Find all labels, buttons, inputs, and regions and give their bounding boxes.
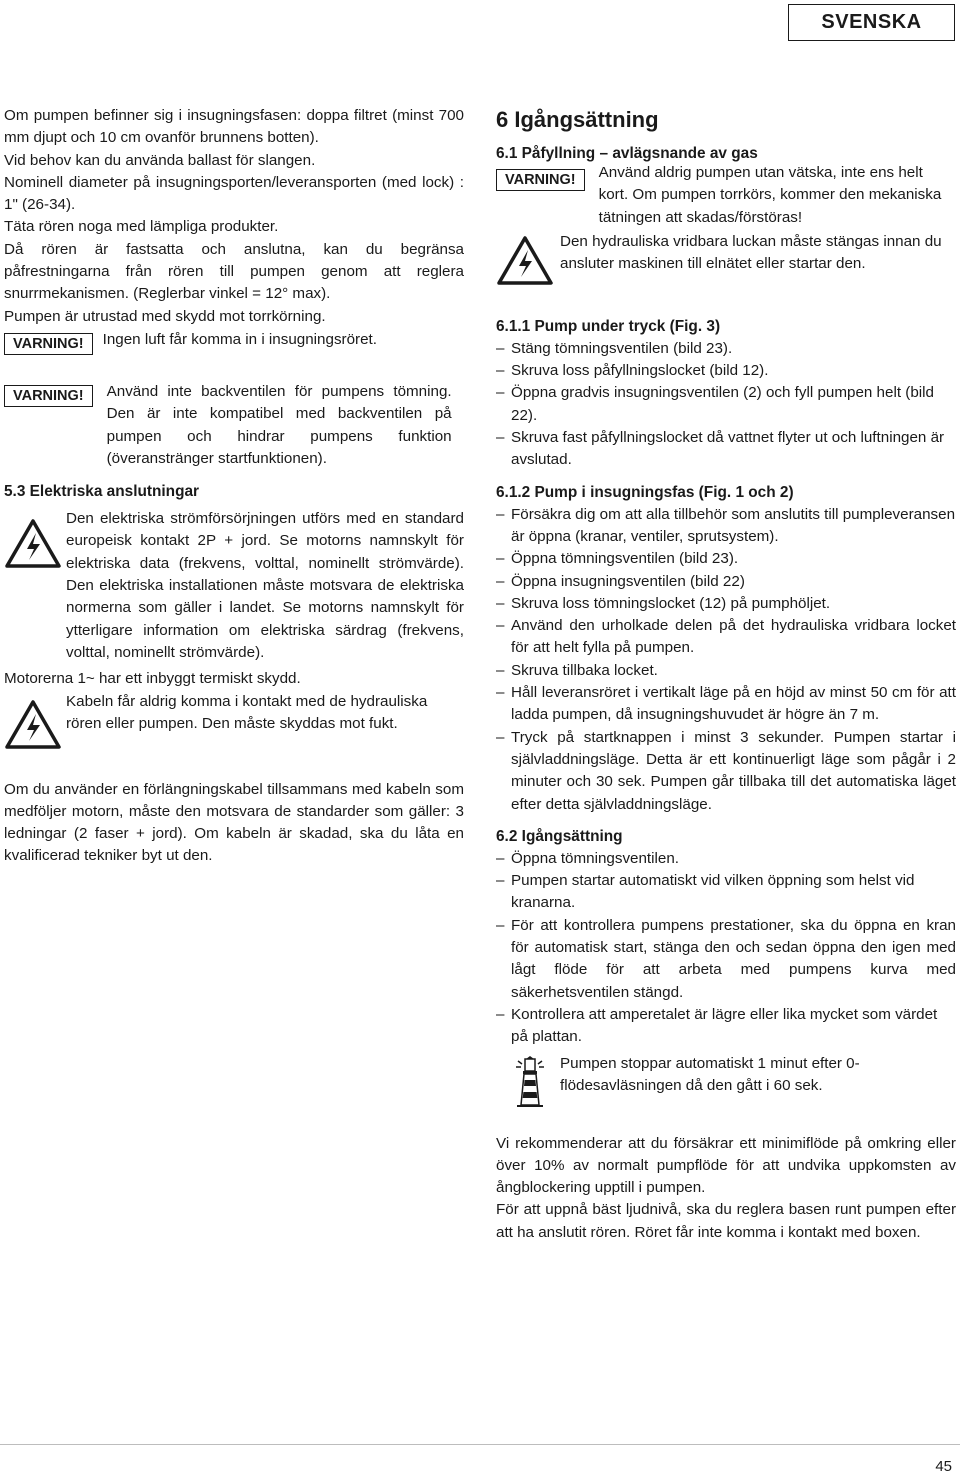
motor-protection-text: Motorerna 1~ har ett inbyggt termiskt skydd. bbox=[4, 670, 301, 688]
list-item: – Öppna gradvis insugningsventilen (2) och fyll pumpen helt (bild 22). bbox=[496, 384, 934, 424]
list-item: – Försäkra dig om att alla tillbehör som anslutits till pumpleveransen är öppna (kranar, ventiler, sprutsystem). bbox=[496, 505, 956, 545]
intro-paragraph-5: Då rören är fastsatta och anslutna, kan du begränsa påfrestningarna från rören till pumpen genom att reglera snurrmekanismen. (Reglerbar vinkel = 12° max). bbox=[4, 240, 464, 303]
lightning-warning-icon bbox=[4, 518, 62, 570]
footer-divider bbox=[0, 1444, 960, 1445]
startup-steps-list bbox=[496, 848, 956, 1049]
section-title-5-3: 5.3 Elektriska anslutningar bbox=[4, 483, 200, 501]
list-item: – Skruva loss påfyllningslocket (bild 12). bbox=[496, 362, 769, 380]
left-column bbox=[4, 105, 464, 868]
language-label: SVENSKA bbox=[788, 4, 955, 41]
pressure-steps-list bbox=[496, 338, 956, 472]
list-item: – Tryck på startknappen i minst 3 sekunder. Pumpen startar i självladdningsläge. Detta är ett kontinuerligt läge som pågår i 2 minuter och 30 sek. Pumpen går tillbaka till det automatiska läget efter detta självladdningsläge. bbox=[496, 728, 956, 813]
warning-text: Använd inte backventilen för pumpens tömning. Den är inte kompatibel med backventilen på pumpen och hindrar pumpens funktion (överanstränger startfunktionen). bbox=[106, 382, 452, 467]
intro-paragraph-1: Om pumpen befinner sig i insugningsfasen: doppa filtret (minst 700 mm djupt och 10 cm ovanför brunnens botten). bbox=[4, 107, 464, 147]
warning-text: Ingen luft får komma in i insugningsröret. bbox=[102, 330, 377, 348]
list-item: – Kontrollera att amperetalet är lägre eller lika mycket som värdet på plattan. bbox=[496, 1005, 938, 1046]
warning-badge: VARNING! bbox=[496, 169, 585, 191]
lightning-warning-icon bbox=[4, 699, 62, 751]
closing-paragraph-2: För att uppnå bäst ljudnivå, ska du reglera basen runt pumpen efter att ha anslutit rören. Röret får inte komma i kontakt med boxen. bbox=[496, 1201, 956, 1241]
list-item: – Skruva tillbaka locket. bbox=[496, 661, 658, 679]
section-title-6: 6 Igångsättning bbox=[496, 107, 659, 132]
closing-paragraph-1: Vi rekommenderar att du försäkrar ett minimiflöde på omkring eller över 10% av normalt pumpflöde för att undvika uppkomsten av ångblockering upptill i pumpen. bbox=[496, 1134, 956, 1197]
warning-backvalve bbox=[4, 381, 464, 470]
section-title-6-1-2: 6.1.2 Pump i insugningsfas (Fig. 1 och 2) bbox=[496, 483, 794, 501]
intro-paragraph-3: Nominell diameter på insugningsporten/leveransporten (med lock) : 1" (26-34). bbox=[4, 173, 464, 214]
intro-paragraph-4: Täta rören noga med lämpliga produkter. bbox=[4, 218, 279, 236]
cable-warning bbox=[4, 691, 464, 751]
warning-dry-run bbox=[496, 164, 956, 229]
right-column bbox=[496, 106, 956, 1244]
intro-paragraph-6: Pumpen är utrustad med skydd mot torrkörning. bbox=[4, 307, 326, 325]
list-item: – Öppna tömningsventilen. bbox=[496, 849, 680, 867]
hydraulic-warning-text: Den hydrauliska vridbara luckan måste stängas innan du ansluter maskinen till elnätet eller startar den. bbox=[560, 232, 942, 273]
page-number: 45 bbox=[935, 1458, 952, 1475]
list-item: – Använd den urholkade delen på det hydrauliska vridbara locket för att helt fylla på pumpen. bbox=[496, 617, 956, 657]
list-item: – För att kontrollera pumpens prestationer, ska du öppna en kran för automatisk start, stänga den och sedan öppna den igen med lågt flöde för att arbeta med pumpens kurva med säkerhetsventilen stängd. bbox=[496, 916, 956, 1001]
warning-badge: VARNING! bbox=[4, 385, 93, 407]
warning-text: Använd aldrig pumpen utan vätska, inte ens helt kort. Om pumpen torrkörs, kommer den mekaniska tätningen att skadas/förstöras! bbox=[598, 164, 942, 226]
list-item: – Öppna insugningsventilen (bild 22) bbox=[496, 572, 745, 590]
list-item: – Pumpen startar automatiskt vid vilken öppning som helst vid kranarna. bbox=[496, 872, 915, 912]
list-item: – Stäng tömningsventilen (bild 23). bbox=[496, 339, 733, 357]
list-item: – Håll leveransröret i vertikalt läge på en höjd av minst 50 cm för att ladda pumpen, då insugningshuvudet är högre än 7 m. bbox=[496, 684, 956, 724]
warning-badge: VARNING! bbox=[4, 333, 93, 355]
list-item: – Skruva fast påfyllningslocket då vattnet flyter ut och luftningen är avslutad. bbox=[496, 429, 945, 469]
lightning-warning-icon bbox=[496, 235, 554, 287]
info-note bbox=[496, 1053, 956, 1109]
info-note-text: Pumpen stoppar automatiskt 1 minut efter 0-flödesavläsningen då den gått i 60 sek. bbox=[560, 1054, 860, 1094]
cable-warning-text: Kabeln får aldrig komma i kontakt med de hydrauliska rören eller pumpen. Den måste skyddas mot fukt. bbox=[66, 692, 428, 732]
lighthouse-icon bbox=[502, 1053, 558, 1109]
electrical-warning-text: Den elektriska strömförsörjningen utförs med en standard europeisk kontakt 2P + jord. Se motorns namnskylt för elektriska data (frekvens, volttal, nominellt strömvärde). Den elektriska installationen måste motsvara de elektriska normerna som gäller i landet. Se motorns namnskylt för ytterligare information om elektriska särdrag (frekvens, volttal, nominellt strömvärde). bbox=[66, 510, 464, 661]
list-item: – Skruva loss tömningslocket (12) på pumphöljet. bbox=[496, 594, 831, 612]
list-item: – Öppna tömningsventilen (bild 23). bbox=[496, 550, 739, 568]
section-title-6-1-1: 6.1.1 Pump under tryck (Fig. 3) bbox=[496, 317, 721, 335]
hydraulic-warning bbox=[496, 231, 956, 287]
intro-paragraph-2: Vid behov kan du använda ballast för slangen. bbox=[4, 151, 316, 169]
electrical-warning bbox=[4, 508, 464, 664]
suction-steps-list bbox=[496, 504, 956, 816]
extension-cable-text: Om du använder en förlängningskabel tillsammans med kabeln som medföljer motorn, måste den motsvara de standarder som gäller: 3 ledningar (2 faser + jord). Om kabeln är skadad, ska du låta en kvalificerad tekniker byt ut den. bbox=[4, 780, 464, 865]
warning-air bbox=[4, 330, 464, 355]
section-title-6-1: 6.1 Påfyllning – avlägsnande av gas bbox=[496, 145, 758, 162]
section-title-6-2: 6.2 Igångsättning bbox=[496, 827, 623, 845]
